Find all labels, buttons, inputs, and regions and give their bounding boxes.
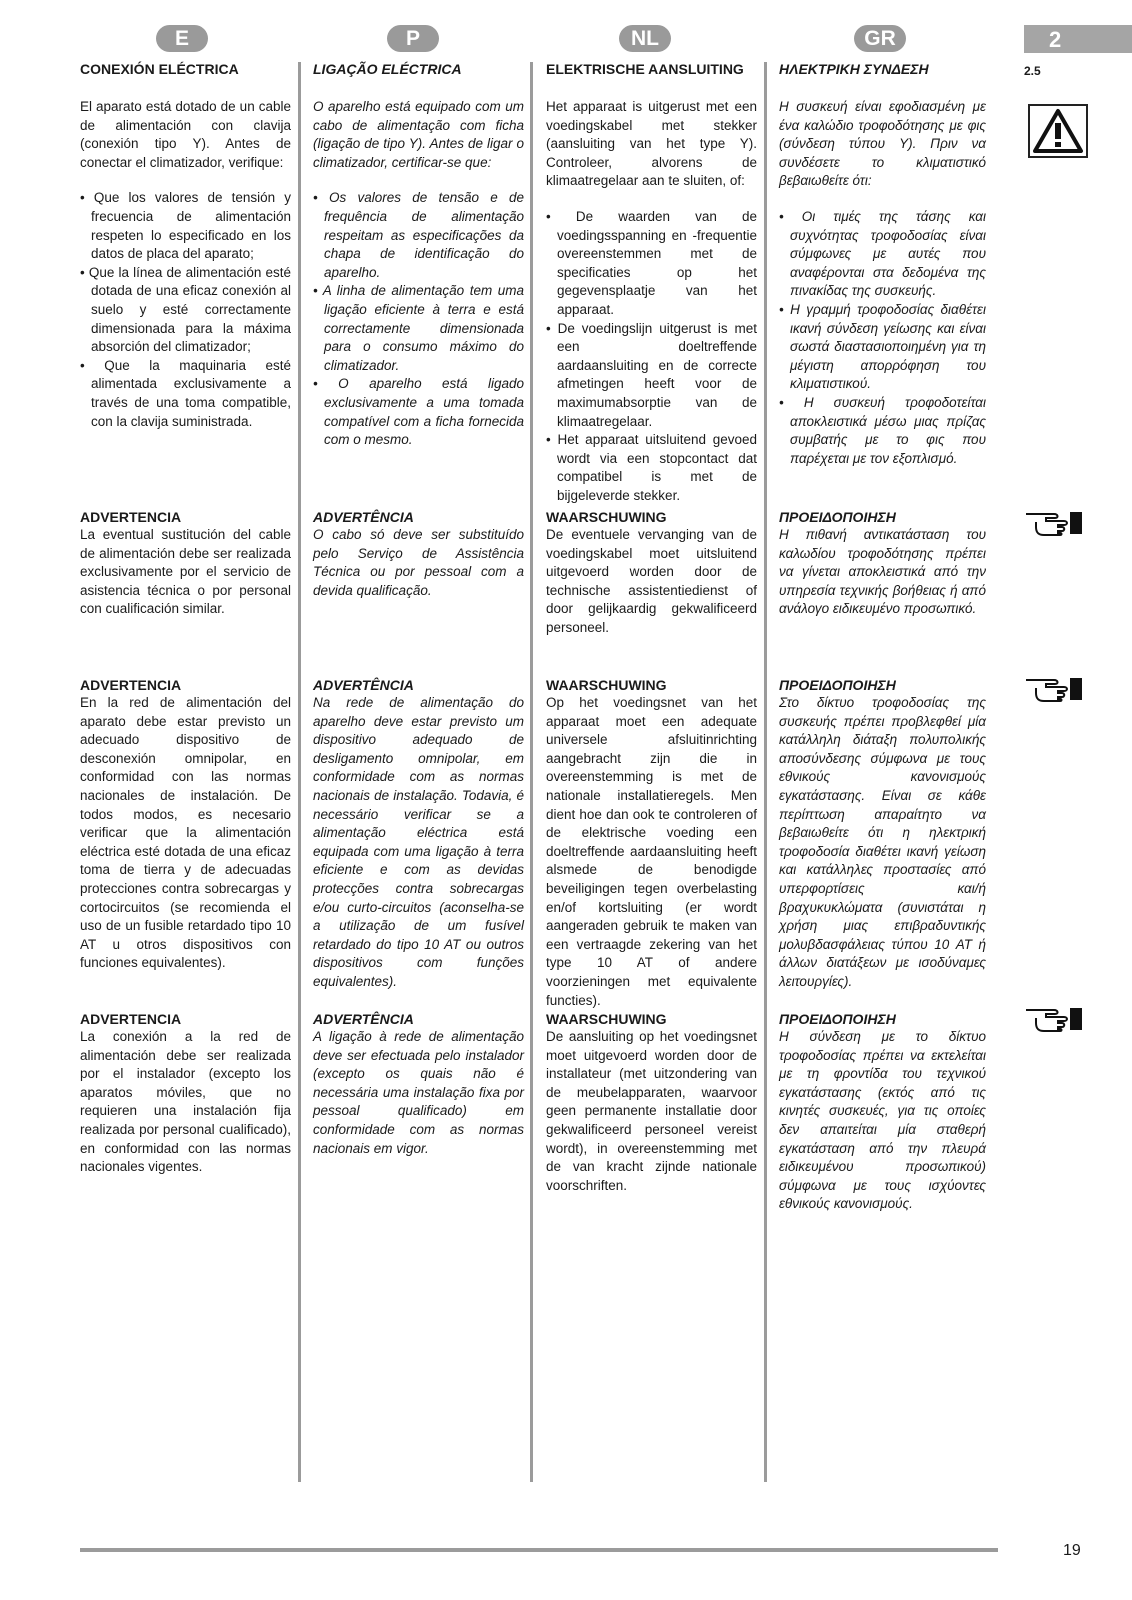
warning-block	[313, 508, 524, 600]
warning-block	[313, 676, 524, 992]
check-list	[313, 189, 524, 449]
list-item: • O aparelho está ligado exclusivamente a uma tomada compatível com a ficha fornecida com o mesmo.	[313, 375, 524, 449]
warning-block	[779, 676, 986, 992]
warning-text: La conexión a la red de alimentación debe ser realizada por el instalador (excepto los aparatos móviles, que no requieren una instalación fija realizada por personal cualificado), en conformidad con las normas nacionales vigentes.	[80, 1029, 291, 1175]
column-divider	[298, 62, 301, 1482]
warning-block	[313, 1010, 524, 1158]
warning-title: WAARSCHUWING	[546, 677, 667, 693]
page-number: 19	[1063, 1542, 1081, 1559]
warning-text: Η πιθανή αντικατάσταση του καλωδίου τροφοδότησης πρέπει να γίνεται αποκλειστικά από την υπηρεσία τεχνικής βοήθειας ή από ανάλογο ειδικευμένο προσωπικό.	[779, 527, 986, 617]
pointing-hand-icon	[1024, 1004, 1086, 1032]
check-list	[779, 208, 986, 468]
intro-text: Η συσκευή είναι εφοδιασμένη με ένα καλώδιο τροφοδότησης με φις (σύνδεση τύπου Y). Πριν να συνδέσετε το κλιματιστικό βεβαιωθείτε ότι:	[779, 99, 986, 189]
section-number: 2.5	[1024, 64, 1041, 78]
list-item: • Η συσκευή τροφοδοτείται αποκλειστικά μέσω μιας πρίζας συμβατής με το φις που παρέχεται με τον εξοπλισμό.	[779, 394, 986, 468]
warning-text: De eventuele vervanging van de voedingskabel moet uitsluitend uitgevoerd worden door de technische assistentiedienst of door gelijkaardig gekwalificeerd personeel.	[546, 527, 757, 635]
list-item: • De waarden van de voedingsspanning en -frequentie overeenstemmen met de specificaties op het gegevensplaatje van het apparaat.	[546, 208, 757, 320]
warning-text: A ligação à rede de alimentação deve ser efectuada pelo instalador (excepto os quais não é necessária uma instalação fixa por pessoal qualificado) em conformidade com as normas nacionais em vigor.	[313, 1029, 524, 1156]
warning-block	[80, 1010, 291, 1177]
warning-title: ADVERTENCIA	[80, 1011, 182, 1027]
column-divider	[530, 62, 533, 1482]
warning-text: Η σύνδεση με το δίκτυο τροφοδοσίας πρέπει να εκτελείται με τη φροντίδα του τεχνικού εγκατάστασης (εκτός από τις κινητές συσκευές, για τις οποίες δεν απαιτείται μία σταθερή εγκατάσταση από την πλευρά ειδικευμένου προσωπικού) σύμφωνα με τους ισχύοντες εθνικούς κανονισμούς.	[779, 1029, 986, 1212]
warning-text: En la red de alimentación del aparato debe estar previsto un adecuado dispositivo de desconexión omnipolar, en conformidad con las normas nacionales de instalación. De todos modos, es necesario verificar que la alimentación eléctrica esté dotada de una eficaz toma de tierra y de adecuadas protecciones contra sobrecargas y cortocircuitos (se recomienda el uso de un fusible retardado tipo 10 AT u otros dispositivos con funciones equivalentes).	[80, 695, 291, 971]
column-divider	[764, 62, 767, 1482]
language-badge-e: E	[156, 25, 208, 52]
language-badge-p: P	[387, 25, 439, 52]
list-item: • Het apparaat uitsluitend gevoed wordt via een stopcontact dat compatibel is met de bijgeleverde stekker.	[546, 431, 757, 505]
pointing-hand-icon	[1024, 674, 1086, 702]
column-portuguese	[313, 60, 524, 450]
warning-title: ADVERTENCIA	[80, 677, 182, 693]
chapter-tab	[1024, 25, 1132, 53]
intro-text: O aparelho está equipado com um cabo de alimentação com ficha (ligação de tipo Y). Antes de ligar o climatizador, certificar-se que:	[313, 99, 524, 170]
warning-block	[80, 508, 291, 619]
list-item: • Η γραμμή τροφοδοσίας διαθέτει ικανή σύνδεση γείωσης και είναι σωστά διαστασιοποιημένη για τη μέγιστη απορρόφηση του κλιματιστικού.	[779, 301, 986, 394]
warning-block	[80, 676, 291, 973]
warning-text: Op het voedingsnet van het apparaat moet een adequate universele afsluitinrichting aangebracht zijn die in overeenstemming is met de nationale installatieregels. Men dient hoe dan ook te controleren of de elektrische voeding een doeltreffende aardaansluiting heeft alsmede de benodigde beveiligingen tegen overbelasting en/of kortsluiting (er wordt aangeraden gebruik te maken van een vertraagde zekering van het type 10 AT of andere voorzieningen met equivalente functies).	[546, 695, 757, 1008]
list-item: • Os valores de tensão e de frequência de alimentação respeitam as especificações da chapa de identificação do aparelho.	[313, 189, 524, 282]
footer-rule	[80, 1548, 998, 1552]
column-greek	[779, 60, 986, 468]
language-badge-gr: GR	[854, 25, 906, 52]
warning-title: ADVERTENCIA	[80, 509, 182, 525]
warning-block	[546, 1010, 757, 1195]
list-item: • Οι τιμές της τάσης και συχνότητας τροφοδοσίας είναι σύμφωνες με αυτές που αναφέρονται στα δεδομένα της πινακίδας της συσκευής.	[779, 208, 986, 301]
warning-text: Στο δίκτυο τροφοδοσίας της συσκευής πρέπει προβλεφθεί μία κατάλληλη διάταξη πολυπολικής αποσύνδεσης σύμφωνα με τους εθνικούς κανονισμούς εγκατάστασης. Είναι σε κάθε περίπτωση απαραίτητο να βεβαιωθείτε ότι η ηλεκτρική τροφοδοσία διαθέτει ικανή γείωση και κατάλληλες προστασίες από υπερφορτίσεις και/ή βραχυκυκλώματα (συνιστάται η χρήση μιας επιβραδυντικής μολυβδασφάλειας τύπου 10 AT ή άλλων διατάξεων με ισοδύναμες λειτουργίες).	[779, 695, 986, 989]
list-item: • De voedingslijn uitgerust is met een doeltreffende aardaansluiting en de correcte afmetingen heeft voor de maximumabsorptie van de klimaatregelaar.	[546, 320, 757, 432]
warning-title: WAARSCHUWING	[546, 1011, 667, 1027]
warning-title: ΠΡΟΕΙΔΟΠΟΙΗΣΗ	[779, 509, 896, 525]
warning-title: ADVERTÊNCIA	[313, 677, 414, 693]
intro-text: Het apparaat is uitgerust met een voedingskabel met stekker (aansluiting van het type Y). Controleer, alvorens de klimaatregelaar aan te sluiten, of:	[546, 99, 757, 189]
check-list	[546, 208, 757, 506]
warning-text: La eventual sustitución del cable de alimentación debe ser realizada exclusivamente por el servicio de asistencia técnica o por personal con cualificación similar.	[80, 527, 291, 617]
section-title: ELEKTRISCHE AANSLUITING	[546, 61, 744, 77]
language-badge-nl: NL	[619, 25, 671, 52]
list-item: • Que los valores de tensión y frecuencia de alimentación respeten lo especificado en los datos de placa del aparato;	[80, 189, 291, 263]
warning-block	[546, 508, 757, 638]
warning-block	[779, 1010, 986, 1214]
check-list	[80, 189, 291, 431]
pointing-hand-icon	[1024, 508, 1086, 536]
section-title: ΗΛΕΚΤΡΙΚΗ ΣΥΝΔΕΣΗ	[779, 61, 929, 77]
section-title: CONEXIÓN ELÉCTRICA	[80, 61, 239, 77]
warning-title: ΠΡΟΕΙΔΟΠΟΙΗΣΗ	[779, 677, 896, 693]
list-item: • A linha de alimentação tem uma ligação eficiente à terra e está correctamente dimensionada para o consumo máximo do climatizador.	[313, 282, 524, 375]
warning-title: ΠΡΟΕΙΔΟΠΟΙΗΣΗ	[779, 1011, 896, 1027]
list-item: • Que la maquinaria esté alimentada exclusivamente a través de una toma compatible, con la clavija suministrada.	[80, 357, 291, 431]
warning-title: ADVERTÊNCIA	[313, 509, 414, 525]
warning-text: De aansluiting op het voedingsnet moet uitgevoerd worden door de installateur (met uitzondering van de meubelapparaten, waarvoor geen permanente installatie door gekwalificeerd personeel vereist wordt), in overeenstemming met de van kracht zijnde nationale voorschriften.	[546, 1029, 757, 1193]
warning-triangle-icon	[1028, 104, 1088, 158]
intro-text: El aparato está dotado de un cable de alimentación con clavija (conexión tipo Y). Antes de conectar el climatizador, verifique:	[80, 99, 291, 170]
column-spanish	[80, 60, 291, 431]
warning-block	[546, 676, 757, 1010]
warning-text: Na rede de alimentação do aparelho deve estar previsto um dispositivo adequado de desligamento omnipolar, em conformidade com as normas nacionais de instalação. Todavia, é necessário verificar se a alimentação eléctrica está equipada com uma ligação à terra eficiente e com as devidas protecções contra sobrecargas e/ou curto-circuitos (aconselha-se a utilização de um fusível retardado do tipo 10 AT ou outros dispositivos com funções equivalentes).	[313, 695, 524, 989]
column-dutch	[546, 60, 757, 505]
warning-block	[779, 508, 986, 619]
warning-text: O cabo só deve ser substituído pelo Serviço de Assistência Técnica ou por pessoal com a devida qualificação.	[313, 527, 524, 598]
warning-title: ADVERTÊNCIA	[313, 1011, 414, 1027]
section-title: LIGAÇÃO ELÉCTRICA	[313, 61, 462, 77]
chapter-number: 2	[1049, 27, 1062, 52]
warning-title: WAARSCHUWING	[546, 509, 667, 525]
list-item: • Que la línea de alimentación esté dotada de una eficaz conexión al suelo y esté correctamente dimensionada para la máxima absorción del climatizador;	[80, 264, 291, 357]
